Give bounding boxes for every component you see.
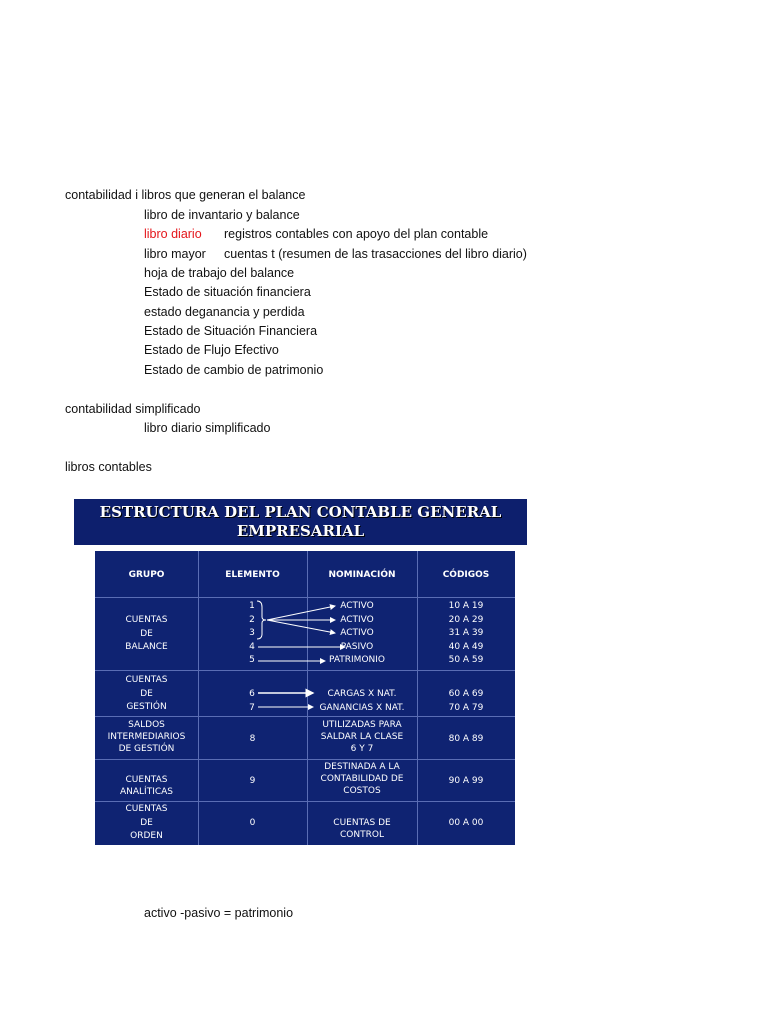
nominacion-2: ACTIVO <box>340 614 374 625</box>
grupo-saldos-1: SALDOS <box>128 720 165 730</box>
codigo-2: 20 A 29 <box>448 614 484 625</box>
figure-title <box>74 499 527 545</box>
arrow-activo-1 <box>267 606 335 620</box>
item-libro-mayor: libro mayor <box>144 247 206 261</box>
nominacion-1: ACTIVO <box>340 601 374 611</box>
grupo-orden-3: ORDEN <box>130 831 163 841</box>
nominacion-analiticas-2: CONTABILIDAD DE <box>320 774 404 784</box>
grupo-balance-1: CUENTAS <box>125 615 168 625</box>
nominacion-analiticas-1: DESTINADA A LA <box>324 762 400 772</box>
brace-shape <box>257 601 266 639</box>
nominacion-saldos-1: UTILIZADAS PARA <box>322 720 402 730</box>
heading-libros-contables: libros contables <box>65 460 152 474</box>
heading-contabilidad-simplificado: contabilidad simplificado <box>65 402 201 416</box>
nominacion-3: ACTIVO <box>340 628 374 639</box>
grupo-gestion-2: DE <box>140 688 153 699</box>
nominacion-saldos-2: SALDAR LA CLASE <box>320 732 404 742</box>
figure-title-line1: ESTRUCTURA DEL PLAN CONTABLE GENERAL <box>99 503 502 521</box>
item-libro-mayor-desc: cuentas t (resumen de las trasacciones del libro diario) <box>224 247 527 261</box>
elemento-7: 7 <box>249 703 255 713</box>
nominacion-4: PASIVO <box>340 641 374 652</box>
item-libro-inventario: libro de invantario y balance <box>144 208 300 222</box>
item-libro-diario-desc: registros contables con apoyo del plan contable <box>224 227 489 241</box>
codigo-7: 70 A 79 <box>448 703 484 713</box>
nominacion-analiticas-3: COSTOS <box>343 786 381 796</box>
arrows-diagram <box>95 551 515 845</box>
grupo-orden-1: CUENTAS <box>125 804 168 814</box>
header-nominacion: NOMINACIÓN <box>328 570 396 580</box>
codigo-9: 90 A 99 <box>448 776 484 786</box>
item-estado-situacion: Estado de situación financiera <box>144 285 311 299</box>
nominacion-orden-2: CONTROL <box>340 830 384 840</box>
item-estado-cambio: Estado de cambio de patrimonio <box>144 363 324 377</box>
codigo-4: 40 A 49 <box>448 641 484 652</box>
elemento-1: 1 <box>249 601 255 611</box>
heading-contabilidad: contabilidad i libros que generan el balance <box>65 188 306 202</box>
elemento-9: 9 <box>249 776 256 786</box>
codigo-0: 00 A 00 <box>448 818 484 828</box>
grupo-analiticas-2: ANALÍTICAS <box>119 787 174 797</box>
item-hoja-trabajo: hoja de trabajo del balance <box>144 266 295 280</box>
grupo-saldos-3: DE GESTIÓN <box>118 744 175 754</box>
elemento-8: 8 <box>249 734 256 744</box>
nominacion-5: PATRIMONIO <box>328 655 386 666</box>
item-estado-situacion-2: Estado de Situación Financiera <box>144 324 318 338</box>
elemento-4: 4 <box>249 641 255 652</box>
elemento-0: 0 <box>249 818 256 828</box>
nominacion-orden-1: CUENTAS DE <box>333 818 391 828</box>
grupo-analiticas-1: CUENTAS <box>125 775 168 785</box>
codigo-5: 50 A 59 <box>448 655 484 666</box>
header-elemento: ELEMENTO <box>225 570 280 580</box>
elemento-3: 3 <box>249 628 255 639</box>
grupo-gestion-3: GESTIÓN <box>126 702 167 712</box>
grupo-orden-2: DE <box>140 817 153 828</box>
header-codigos: CÓDIGOS <box>442 570 490 580</box>
nominacion-saldos-3: 6 Y 7 <box>350 744 374 754</box>
nominacion-6: CARGAS X NAT. <box>327 689 397 699</box>
grupo-balance-2: DE <box>140 628 153 639</box>
codigo-6: 60 A 69 <box>448 689 484 699</box>
grupo-saldos-2: INTERMEDIARIOS <box>107 732 186 742</box>
codigo-3: 31 A 39 <box>448 628 484 639</box>
elemento-2: 2 <box>249 614 255 625</box>
arrow-activo-3 <box>267 620 335 633</box>
elemento-6: 6 <box>249 689 255 699</box>
codigo-1: 10 A 19 <box>448 601 484 611</box>
plan-contable-table <box>95 551 515 845</box>
item-estado-flujo: Estado de Flujo Efectivo <box>144 343 279 357</box>
equation-text: activo -pasivo = patrimonio <box>144 906 294 920</box>
item-libro-diario: libro diario <box>144 227 202 241</box>
header-grupo: GRUPO <box>128 570 165 580</box>
nominacion-7: GANANCIAS X NAT. <box>319 703 405 713</box>
item-estado-ganancia: estado deganancia y perdida <box>144 305 305 319</box>
grupo-gestion-1: CUENTAS <box>125 675 168 685</box>
figure-title-line2: EMPRESARIAL <box>236 522 365 540</box>
codigo-8: 80 A 89 <box>448 734 484 744</box>
elemento-5: 5 <box>249 655 255 666</box>
grupo-balance-3: BALANCE <box>125 642 168 652</box>
item-libro-diario-simplificado: libro diario simplificado <box>144 421 271 435</box>
